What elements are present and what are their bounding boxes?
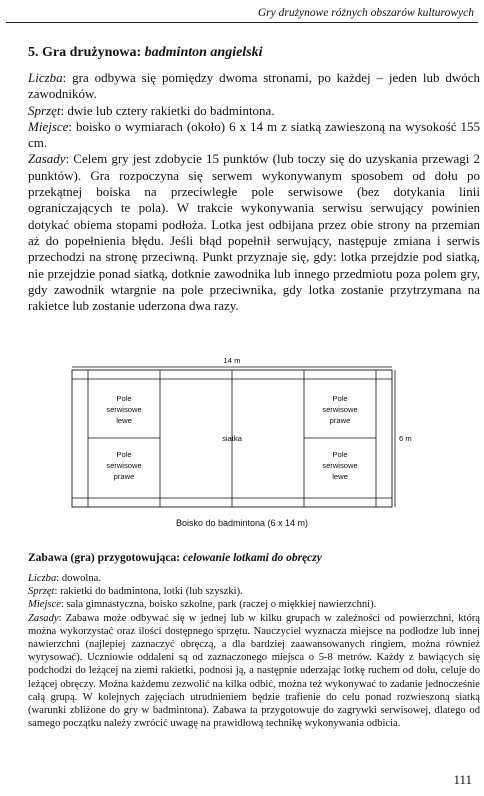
- rule-body: : gra odbywa się pomiędzy dwoma stronami, po każdej – jeden lub dwóch zawodników.: [28, 70, 480, 102]
- rule-body: : dwie lub cztery rakietki do badmintona.: [60, 102, 275, 118]
- service-field-top-left: [106, 394, 141, 425]
- rule-body: : sala gimnastyczna, boisko szkolne, park (raczej o miękkiej nawierzchni).: [60, 599, 377, 611]
- prep-game-title-sub: celowanie lotkami do obręczy: [182, 552, 322, 564]
- field-label-line: prawe: [329, 416, 351, 425]
- rule-label: Zasady: [28, 151, 66, 167]
- prep-sprzet: [28, 585, 480, 598]
- rule-body: : Zabawa może odbywać się w jednej lub w kilku grupach w zależności od powierzchni, którą można wykorzystać oraz ilości dostępnego sprzętu. Nauczyciel wyznacza miejsce na podłodze lub innej nawierzchni (najlepiej zaznaczyć obręczą, a dla bardziej zaawansowanych ringiem, można również wyrysować). Uczniowie oddaleni są od zaznaczonego miejsca o 5-8 metrów. Każdy z bawiących się podchodzi do leżącej na ziemi rakietki, podnosi ją, a następnie uderzając lotkę ruchem od dołu, celuje do leżącej obręczy. Można każdemu zezwolić na kilka odbić, można też wykonywać to zadanie jednocześnie całą grupą. W kolejnych zajęciach utrudnieniem będzie trafienie do celu ponad rozwieszoną siatką (warunki zbliżone do gry w badmintona). Zabawa ta przygotowuje do zagrywki serwisowej, dlatego od samego początku należy zwrócić uwagę na prawidłową technikę wykonywania odbicia.: [28, 612, 480, 730]
- rule-body: : dowolna.: [56, 573, 101, 584]
- field-label-line: lewe: [116, 416, 132, 425]
- court-width-label: 6 m: [399, 434, 412, 443]
- section-title-sub: badminton angielski: [144, 45, 263, 60]
- service-field-top-right: [322, 394, 357, 425]
- prep-liczba: [28, 572, 480, 585]
- rule-label: Liczba: [28, 70, 63, 85]
- prep-game-title: [28, 551, 468, 565]
- page-number: 111: [453, 772, 472, 787]
- prep-game-title-main: Zabawa (gra) przygotowująca:: [28, 552, 181, 564]
- running-head: Gry drużynowe różnych obszarów kulturowych: [257, 7, 474, 19]
- service-field-bottom-right: [322, 450, 357, 481]
- field-label-line: Pole: [116, 394, 132, 403]
- field-label-line: prawe: [113, 472, 135, 481]
- field-label-line: serwisowe: [322, 405, 358, 414]
- rule-body: : Celem gry jest zdobycie 15 punktów (lub toczy się do uzyskania przewagi 2 punktów). Gra rozpoczyna się serwem wykonywanym sposobem od dołu po przekątnej boiska na przeciwległe pole serwisowe (bez dotykania linii ograniczających te pola). W trakcie wykonywania serwisu serwujący powinien dotykać obiema stopami podłoża. Lotka jest odbijana przez obie strony na przemian aż do popełnienia błędu. Jeśli błąd popełnił serwujący, następuje zmiana i serwis przechodzi na stronę przeciwną. Punkt przyznaje się, gdy: lotka przejdzie pod siatką, nie przejdzie ponad siatką, dotknie zawodnika lub innego przedmiotu poza polem gry, gdy zawodnik wtargnie na pole przeciwnika, gdy lotka zostanie przytrzymana na rakietce lub zostanie uderzona dwa razy.: [28, 151, 480, 314]
- service-field-bottom-left: [106, 450, 141, 481]
- field-label-line: lewe: [332, 472, 348, 481]
- field-label-line: serwisowe: [322, 461, 358, 470]
- rule-label: Miejsce: [28, 118, 69, 134]
- rule-label: Zasady: [28, 612, 59, 624]
- rule-body: : boisko o wymiarach (około) 6 x 14 m z siatką zawieszoną na wysokość 155 cm.: [28, 118, 480, 151]
- field-label-line: serwisowe: [106, 461, 142, 470]
- rule-label: Sprzęt: [28, 102, 61, 118]
- section-title-main: 5. Gra drużynowa:: [28, 45, 142, 60]
- prep-miejsce: [28, 598, 480, 611]
- rule-label: Miejsce: [28, 599, 61, 611]
- field-label-line: Pole: [332, 394, 348, 403]
- field-label-line: Pole: [116, 450, 132, 459]
- court-length-label: 14 m: [223, 356, 241, 365]
- court-caption: Boisko do badmintona (6 x 14 m): [175, 518, 309, 528]
- rule-body: : rakietki do badmintona, lotki (lub szyszki).: [54, 586, 243, 598]
- rule-label: Sprzęt: [28, 586, 55, 598]
- field-label-line: Pole: [332, 450, 348, 459]
- field-label-line: serwisowe: [106, 405, 142, 414]
- rule-label: Liczba: [28, 573, 57, 584]
- prep-zasady: [28, 612, 480, 731]
- prep-game-text: [28, 572, 480, 730]
- net-label: siatka: [222, 434, 242, 443]
